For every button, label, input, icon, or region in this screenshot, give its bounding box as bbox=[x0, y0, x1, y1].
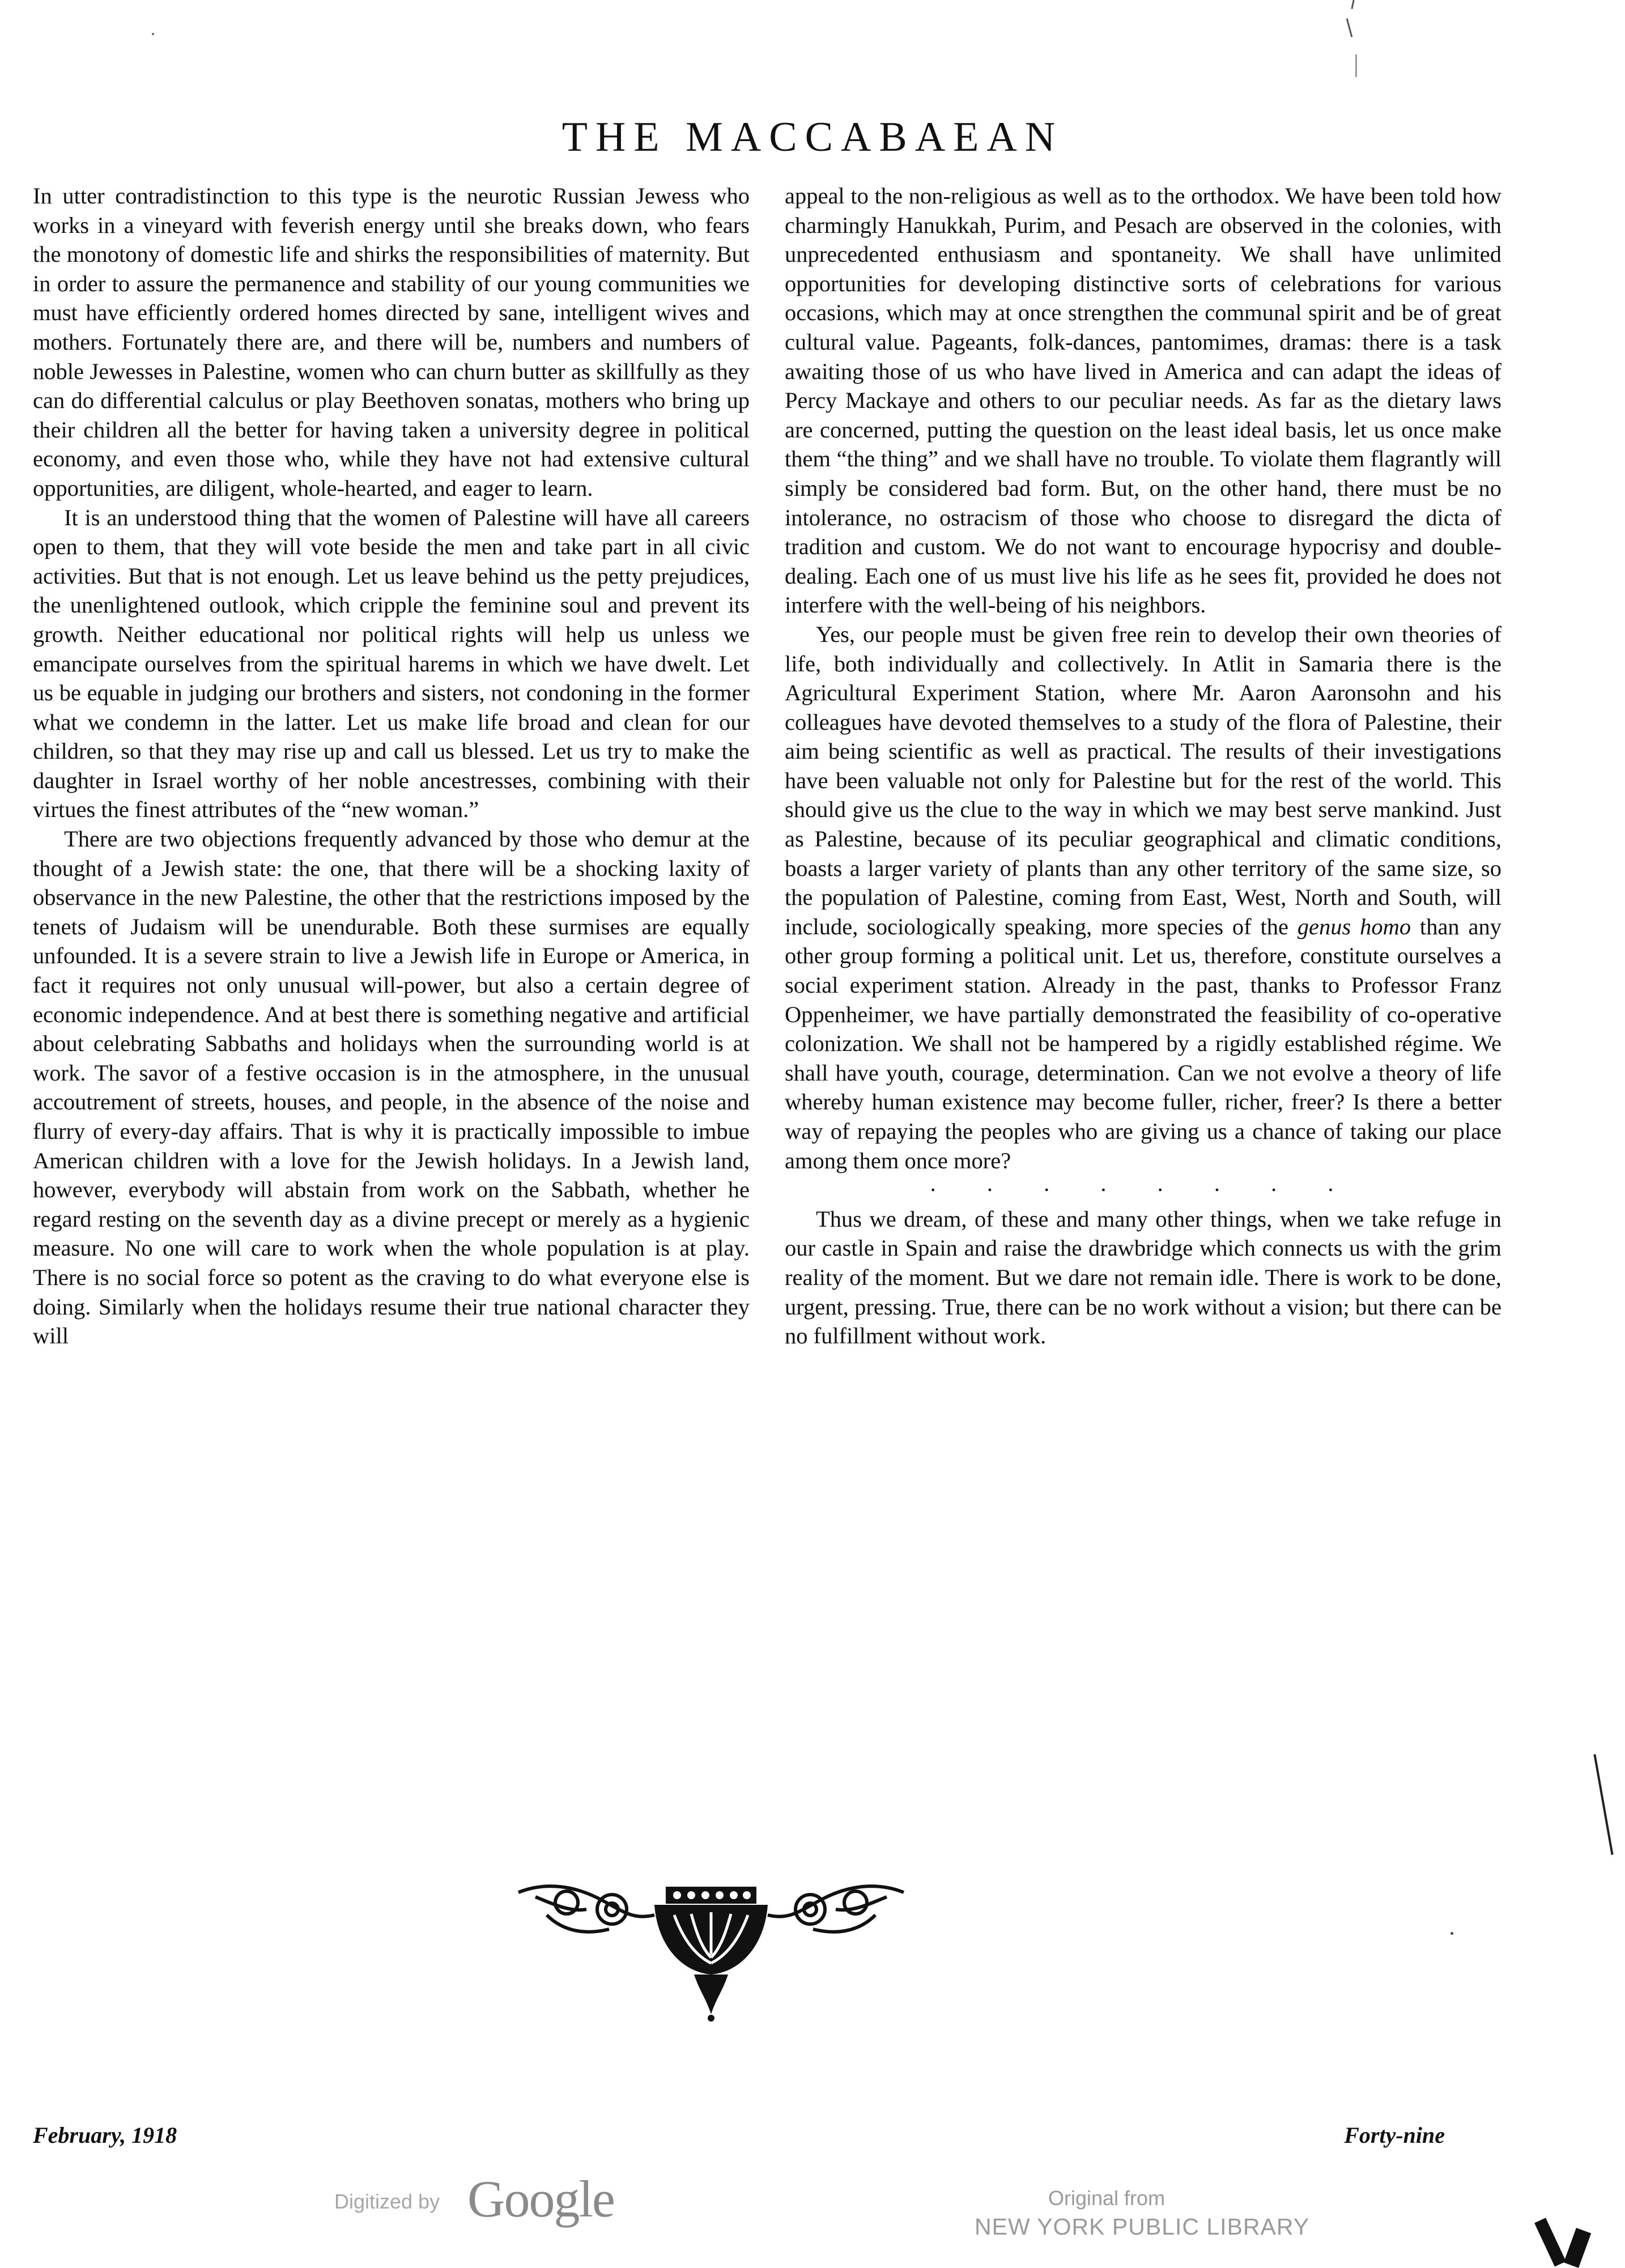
paragraph: In utter contradistinction to this type is the neurotic Russian Jewess who works in a vineyard with feverish energy until she breaks down, who fears the monotony of domestic life and shirks the responsibilities of maternity. But in order to assure the permanence and stability of our young communities we must have efficiently ordered homes directed by sane, intelligent wives and mothers. Fortunately there are, and there will be, numbers and numbers of noble Jewesses in Palestine, women who can churn butter as skillfully as they can do differential calculus or play Beethoven sonatas, mothers who bring up their children all the better for having taken a university degree in political economy, and even those who, while they have not had extensive cultural opportunities, are diligent, whole-hearted, and eager to learn. bbox=[33, 183, 750, 501]
paragraph: It is an understood thing that the women of Palestine will have all careers open to them, that they will vote beside the men and take part in all civic activities. But that is not enough. Let us leave behind us the petty prejudices, the unenlightened outlook, which cripple the feminine soul and prevent its growth. Neither educational nor political rights will help us unless we emancipate ourselves from the spiritual harems in which we have dwelt. Let us be equable in judging our brothers and sisters, not condoning in the former what we condemn in the latter. Let us make life broad and clean for our children, so that they may rise up and call us blessed. Let us try to make the daughter in Israel worthy of her noble ancestresses, combining with their virtues the finest attributes of the “new woman.” bbox=[33, 504, 750, 823]
page-title: THE MACCABAEAN bbox=[561, 114, 1064, 160]
scan-mark bbox=[1564, 2228, 1592, 2268]
scan-mark bbox=[1346, 18, 1353, 37]
left-column bbox=[33, 181, 750, 1351]
paragraph: Thus we dream, of these and many other things, when we take refuge in our castle in Spain and raise the drawbridge which connects us with the grim reality of the moment. But we dare not remain idle. There is work to be done, urgent, pressing. True, there can be no work without a vision; but there can be no fulfillment without work. bbox=[785, 1206, 1501, 1349]
google-logo: Google bbox=[467, 2170, 614, 2228]
section-break-dots: . . . . . . . . bbox=[930, 1171, 1356, 1197]
paragraph: There are two objections frequently advanced by those who demur at the thought of a Jewish state: the one, that there will be a shocking laxity of observance in the new Palestine, the other that the restrictions imposed by the tenets of Judaism will be unendurable. Both these surmises are equally unfounded. It is a severe strain to live a Jewish life in Europe or America, in fact it requires not only unusual will-power, but also a certain degree of economic independence. And at best there is something negative and artificial about celebrating Sabbaths and holidays when the surrounding world is at work. The savor of a festive occasion is in the atmosphere, in the unusual accoutrement of streets, houses, and people, in the absence of the noise and flurry of every-day affairs. That is why it is practically impossible to imbue American children with a love for the Jewish holidays. In a Jewish land, however, everybody will abstain from work on the Sabbath, whether he regard resting on the seventh day as a divine precept or merely as a hygienic measure. No one will care to work when the whole population is at play. There is no social force so potent as the craving to do what everyone else is doing. Similarly when the holidays resume their true national character they will bbox=[33, 826, 750, 1349]
issue-date: February, 1918 bbox=[33, 2122, 177, 2148]
floral-tailpiece-icon bbox=[513, 1870, 909, 2023]
scan-mark bbox=[1593, 1754, 1613, 1855]
paragraph bbox=[785, 620, 1501, 1175]
library-name: NEW YORK PUBLIC LIBRARY bbox=[975, 2214, 1310, 2240]
right-column bbox=[785, 181, 1501, 1351]
source-credit bbox=[975, 2184, 1371, 2241]
paragraph-text: Yes, our people must be given free rein to develop their own theories of life, both individually and collectively. In Atlit in Samaria there is the Agricultural Experiment Station, where Mr. Aaron Aaronsohn and his colleagues have devoted themselves to a study of the flora of Palestine, their aim being scientific as well as practical. The results of their investigations have been valuable not only for Palestine but for the rest of the world. This should give us the clue to the way in which we may best serve mankind. Just as Palestine, because of its peculiar geographical and climatic conditions, boasts a larger variety of plants than any other territory of the same size, so the population of Palestine, coming from East, West, North and South, will include, sociologically speaking, more species of the bbox=[785, 621, 1501, 939]
paragraph: appeal to the non-religious as well as to the orthodox. We have been told how charmingly Hanukkah, Purim, and Pesach are observed in the colonies, with unprecedented enthusiasm and spontaneity. We shall have unlimited opportunities for developing distinctive sorts of celebrations for various occasions, which may at once strengthen the communal spirit and be of great cultural value. Pageants, folk-dances, pantomimes, dramas: there is a task awaiting those of us who have lived in America and can adapt the ideas of Percy Mackaye and others to our peculiar needs. As far as the dietary laws are concerned, putting the question on the least ideal basis, let us once make them “the thing” and we shall have no trouble. To violate them flagrantly will simply be considered bad form. But, on the other hand, there must be no intolerance, no ostracism of those who choose to disregard the dicta of tradition and custom. We do not want to encourage hypocrisy and double-dealing. Each one of us must live his life as he sees fit, provided he does not interfere with the well-being of his neighbors. bbox=[785, 183, 1501, 618]
italic-term: genus homo bbox=[1297, 913, 1411, 939]
scan-mark bbox=[1450, 1932, 1453, 1935]
original-from-label: Original from bbox=[1048, 2186, 1165, 2210]
scan-mark bbox=[1351, 0, 1354, 9]
scan-mark bbox=[1534, 2218, 1566, 2266]
scan-mark bbox=[152, 33, 154, 35]
paragraph-text: than any other group forming a political unit. Let us, therefore, constitute ourselves a social experiment station. Already in the past, thanks to Professor Franz Oppenheimer, we have partially demonstrated the feasibility of co-operative colonization. We shall not be hampered by a rigidly established régime. We shall have youth, courage, determination. Can we not evolve a theory of life whereby human existence may become fuller, richer, freer? Is there a better way of repaying the peoples who are giving us a chance of taking our place among them once more? bbox=[785, 913, 1501, 1173]
digitized-by-label: Digitized by bbox=[334, 2190, 440, 2213]
page-number: Forty-nine bbox=[1344, 2122, 1445, 2148]
scan-mark bbox=[1355, 54, 1357, 77]
